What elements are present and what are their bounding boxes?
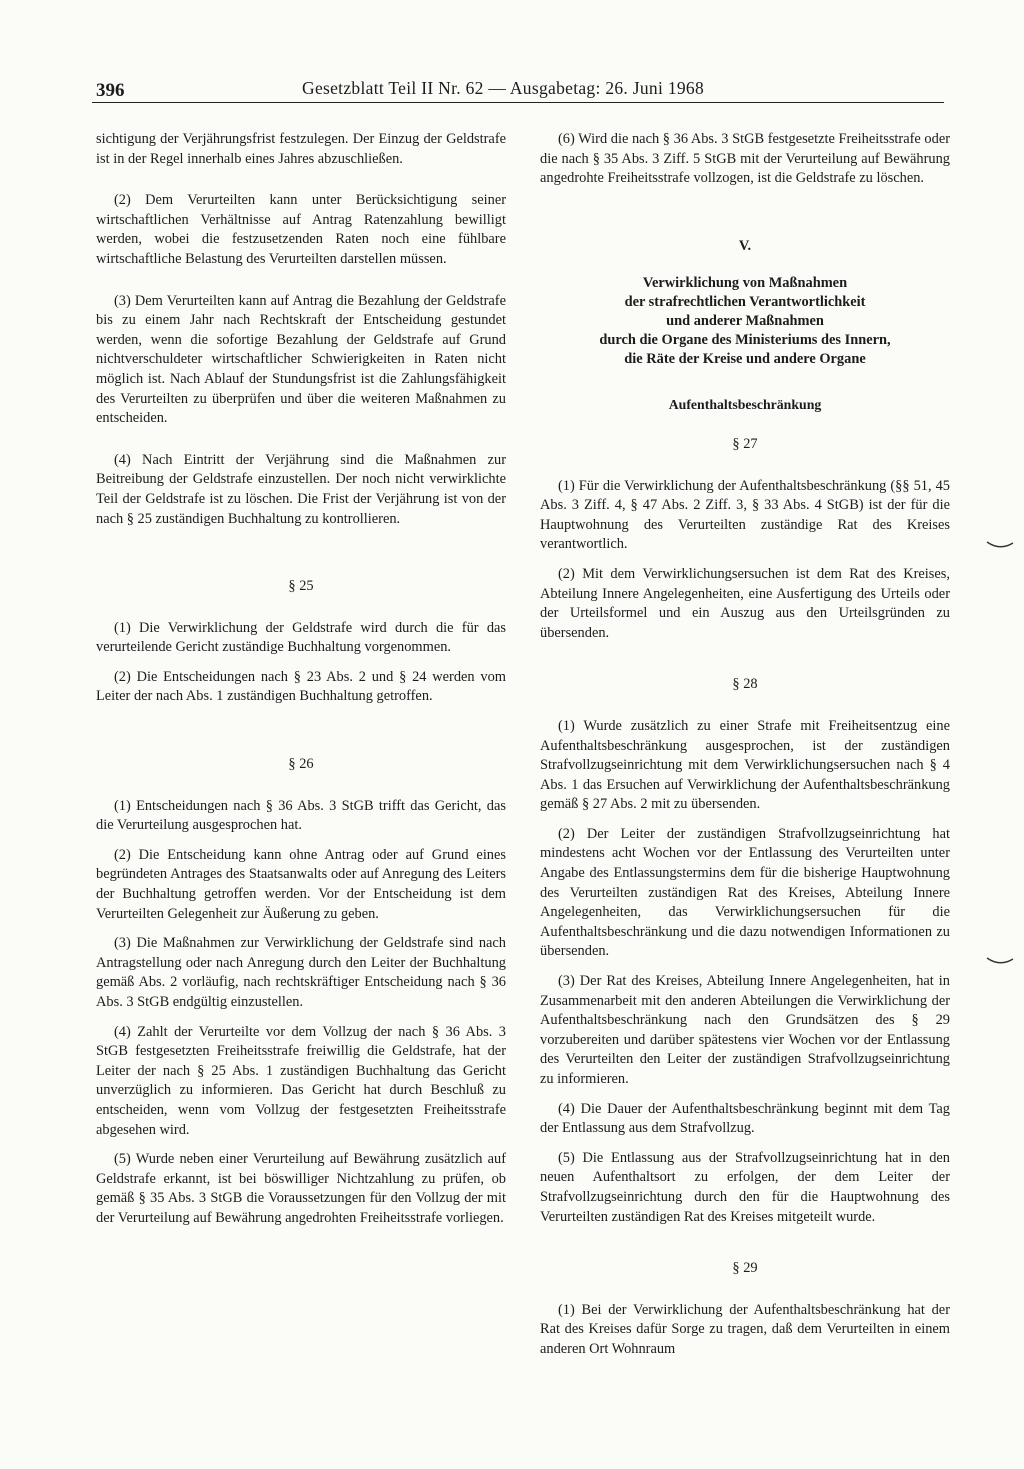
section-heading-26: § 26 bbox=[288, 756, 314, 773]
paragraph: (3) Dem Verurteilten kann auf Antrag die Bezahlung der Geldstrafe bis zu einem Jahr nach Rechtskraft der Entscheidung gestundet werden, wenn die sofortige Bezahlung der Geldstrafe auf Grund nichtverschuldeter wirtschaftlicher Schwierigkeiten in Raten nicht möglich ist. Nach Ablauf der Stundungsfrist ist die Zahlungsfähigkeit des Verurteilten zu überprüfen und über die weiteren Maßnahmen zu entscheiden. bbox=[96, 292, 506, 427]
margin-mark bbox=[986, 540, 1014, 550]
paragraph: (5) Wurde neben einer Verurteilung auf Bewährung zusätzlich auf Geldstrafe erkannt, ist bei böswilliger Nichtzahlung zu prüfen, ob gemäß § 35 Abs. 3 StGB die Voraussetzungen für den Vollzug der mit der Verurteilung auf Bewährung angedrohten Freiheitsstrafe vorliegen. bbox=[96, 1151, 506, 1226]
paragraph: (4) Nach Eintritt der Verjährung sind die Maßnahmen zur Beitreibung der Geldstrafe einzustellen. Der noch nicht verwirklichte Teil der Geldstrafe ist zu löschen. Die Frist der Verjährung ist von der nach § 25 zuständigen Buchhaltung zu kontrollieren. bbox=[96, 451, 506, 527]
header-rule bbox=[92, 102, 944, 103]
section-heading-27: § 27 bbox=[732, 435, 758, 452]
section-heading-25: § 25 bbox=[288, 578, 314, 595]
paragraph: (2) Die Entscheidungen nach § 23 Abs. 2 und § 24 werden vom Leiter der nach Abs. 1 zuständigen Buchhaltung getroffen. bbox=[96, 668, 506, 705]
chapter-number: V. bbox=[738, 237, 752, 254]
paragraph: (2) Die Entscheidung kann ohne Antrag oder auf Grund eines begründeten Antrages des Staatsanwalts oder auf Anregung des Leiters der Buchhaltung getroffen werden. Vor der Entscheidung ist dem Verurteilten Gelegenheit zur Äußerung zu geben. bbox=[96, 846, 506, 922]
paragraph: (4) Die Dauer der Aufenthaltsbeschränkung beginnt mit dem Tag der Entlassung aus dem Strafvollzug. bbox=[540, 1100, 950, 1137]
paragraph: (4) Zahlt der Verurteilte vor dem Vollzug der nach § 36 Abs. 3 StGB festgesetzten Freiheitsstrafe freiwillig die Geldstrafe, hat der Leiter der nach § 25 Abs. 1 zuständigen Buchhaltung das Gericht unverzüglich zu informieren. Das Gericht hat durch Beschluß zu entscheiden, wenn vom Vollzug der festgesetzten Freiheitsstrafe abgesehen wird. bbox=[96, 1023, 506, 1138]
paragraph: (1) Entscheidungen nach § 36 Abs. 3 StGB trifft das Gericht, das die Verurteilung ausgesprochen hat. bbox=[96, 797, 506, 834]
paragraph: (1) Bei der Verwirklichung der Aufenthaltsbeschränkung hat der Rat des Kreises dafür Sorge zu tragen, daß dem Verurteilten in einem anderen Ort Wohnraum bbox=[540, 1301, 950, 1357]
paragraph: (6) Wird die nach § 36 Abs. 3 StGB festgesetzte Freiheitsstrafe oder die nach § 35 Abs. 3 Ziff. 5 StGB mit der Verurteilung auf Bewährung angedrohte Freiheitsstrafe vollzogen, ist die Geldstrafe zu löschen. bbox=[540, 131, 950, 187]
page-header bbox=[92, 74, 944, 106]
right-column bbox=[540, 130, 950, 1370]
paragraph: (3) Der Rat des Kreises, Abteilung Innere Angelegenheiten, hat in Zusammenarbeit mit den anderen Abteilungen die Verwirklichung der Aufenthaltsbeschränkung nach den Grundsätzen des § 29 vorzubereiten und darüber spätestens vier Wochen vor der Entlassung des Verurteilten den Leiter der zuständigen Strafvollzugseinrichtung zu informieren. bbox=[540, 973, 950, 1087]
left-column bbox=[96, 130, 506, 1239]
sub-heading: Aufenthaltsbeschränkung bbox=[668, 397, 822, 413]
section-heading-28: § 28 bbox=[732, 676, 758, 693]
paragraph: (2) Der Leiter der zuständigen Strafvollzugseinrichtung hat mindestens acht Wochen vor der Entlassung des Verurteilten unter Angabe des Entlassungstermins dem für die bisherige Hauptwohnung des Verurteilten zuständigen Rat des Kreises, Abteilung Innere Angelegenheiten, das Verwirklichungsersuchen für die Aufenthaltsbeschränkung und die dazu notwendigen Informationen zu übersenden. bbox=[540, 825, 950, 960]
paragraph: sichtigung der Verjährungsfrist festzulegen. Der Einzug der Geldstrafe ist in der Regel innerhalb eines Jahres abzuschließen. bbox=[96, 131, 506, 167]
paragraph: (2) Mit dem Verwirklichungsersuchen ist dem Rat des Kreises, Abteilung Innere Angelegenheiten, eine Ausfertigung des Urteils oder der Urteilsformel und ein Auszug aus den Urteilsgründen zu übersenden. bbox=[540, 565, 950, 641]
chapter-title: Verwirklichung von Maßnahmen der strafrechtlichen Verantwortlichkeit und anderer Maßnahmen durch die Organe des Ministeriums des Innern, die Räte der Kreise und andere Organe bbox=[599, 275, 891, 368]
paragraph: (1) Die Verwirklichung der Geldstrafe wird durch die für das verurteilende Gericht zuständige Buchhaltung vorgenommen. bbox=[96, 619, 506, 656]
page-number: 396 bbox=[96, 80, 125, 101]
paragraph: (1) Wurde zusätzlich zu einer Strafe mit Freiheitsentzug eine Aufenthaltsbeschränkung ausgesprochen, ist der zuständigen Strafvollzugseinrichtung mit dem Verwirklichungsersuchen nach § 4 Abs. 1 das Ersuchen auf Verwirklichung der Aufenthaltsbeschränkung gemäß § 27 Abs. 2 mit zu übersenden. bbox=[540, 717, 950, 813]
paragraph: (1) Für die Verwirklichung der Aufenthaltsbeschränkung (§§ 51, 45 Abs. 3 Ziff. 4, § 47 Abs. 2 Ziff. 3, § 33 Abs. 4 StGB) ist der für die Hauptwohnung des Verurteilten zuständige Rat des Kreises verantwortlich. bbox=[540, 477, 950, 553]
margin-mark bbox=[986, 956, 1014, 966]
gazette-title: Gesetzblatt Teil II Nr. 62 — Ausgabetag: 26. Juni 1968 bbox=[302, 78, 705, 98]
paragraph: (5) Die Entlassung aus der Strafvollzugseinrichtung hat in den neuen Aufenthaltsort zu erfolgen, der dem Leiter der Strafvollzugseinrichtung durch den für die Hauptwohnung des Verurteilten zuständigen Rat des Kreises mitgeteilt wurde. bbox=[540, 1149, 950, 1225]
section-heading-29: § 29 bbox=[732, 1260, 758, 1277]
paragraph: (3) Die Maßnahmen zur Verwirklichung der Geldstrafe sind nach Antragstellung oder nach Anregung durch den Leiter der Buchhaltung gemäß Abs. 2 vorläufig, nach rechtskräftiger Entscheidung nach § 36 Abs. 3 StGB endgültig einzustellen. bbox=[96, 935, 506, 1010]
paragraph: (2) Dem Verurteilten kann unter Berücksichtigung seiner wirtschaftlichen Verhältnisse auf Antrag Ratenzahlung bewilligt werden, wobei die festzusetzenden Raten noch eine fühlbare wirtschaftliche Belastung des Verurteilten darstellen müssen. bbox=[96, 192, 506, 267]
